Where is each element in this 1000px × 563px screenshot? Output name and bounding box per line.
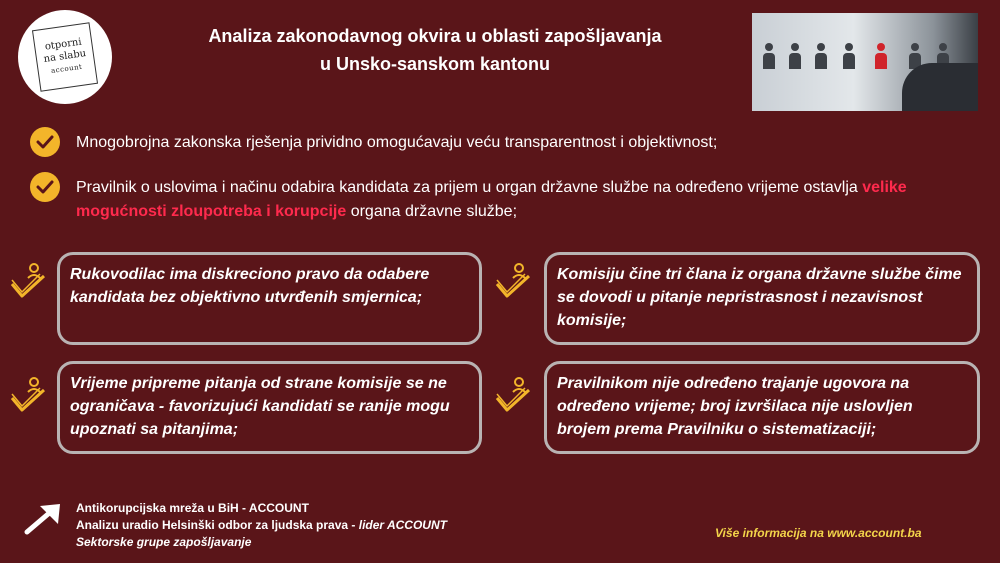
- point-2-text: [76, 176, 910, 224]
- title-line-1: Analiza zakonodavnog okvira u oblasti zapošljavanja: [208, 26, 662, 46]
- person-icon: [762, 43, 776, 73]
- footer-line-2: [76, 517, 447, 534]
- person-check-icon: [10, 262, 46, 302]
- footer-credits: [76, 500, 447, 551]
- title-line-2: u Unsko-sanskom kantonu: [319, 54, 551, 74]
- logo-text-1: otporni: [44, 36, 83, 53]
- box-4: [544, 361, 980, 454]
- footer-line-2-italic: lider ACCOUNT: [358, 518, 447, 532]
- more-info-link[interactable]: Više informacija na www.account.ba: [715, 526, 922, 540]
- selected-person-icon: [874, 43, 888, 73]
- hand-silhouette: [902, 63, 978, 111]
- point-2: [30, 176, 910, 224]
- person-icon: [842, 43, 856, 73]
- person-icon: [788, 43, 802, 73]
- checkmark-icon: [30, 172, 60, 202]
- box-1-text: Rukovodilac ima diskreciono pravo da odabere kandidata bez objektivno utvrđenih smjernica;: [70, 266, 430, 306]
- account-logo: [18, 10, 112, 104]
- box-4-text: Pravilnikom nije određeno trajanje ugovora na određeno vrijeme; broj izvršilaca nije uslovljen brojem prema Pravilniku o sistematizaciji;: [557, 375, 913, 438]
- footer-line-2-start: Analizu uradio Helsinški odbor za ljudska prava -: [76, 518, 359, 532]
- arrow-icon: [24, 502, 64, 536]
- logo-stamp: [32, 22, 98, 91]
- person-check-icon: [10, 376, 46, 416]
- header-photo: [752, 13, 978, 111]
- point-2-text-start: Pravilnik o uslovima i načinu odabira kandidata za prijem u organ državne službe na određeno vrijeme ostavlja: [76, 179, 863, 196]
- logo-text-2: na slabu: [43, 48, 87, 65]
- box-1: [57, 252, 482, 345]
- person-check-icon: [495, 376, 531, 416]
- checkmark-icon: [30, 127, 60, 157]
- person-check-icon: [495, 262, 531, 302]
- point-1-text: Mnogobrojna zakonska rješenja prividno omogućavaju veću transparentnost i objektivnost;: [76, 134, 718, 151]
- box-2-text: Komisiju čine tri člana iz organa državne službe čime se dovodi u pitanje nepristrasnost i nezavisnost komisije;: [557, 266, 962, 329]
- box-3-text: Vrijeme pripreme pitanja od strane komisije se ne ograničava - favorizujući kandidati se ranije mogu upoznati sa pitanjima;: [70, 375, 450, 438]
- point-2-text-end: organa državne službe;: [346, 203, 518, 220]
- box-3: [57, 361, 482, 454]
- footer-line-3: Sektorske grupe zapošljavanje: [76, 535, 252, 549]
- box-2: [544, 252, 980, 345]
- footer-line-1: Antikorupcijska mreža u BiH - ACCOUNT: [76, 501, 309, 515]
- logo-text-3: account: [50, 62, 83, 76]
- point-2-highlight: velike mogućnosti zloupotreba i korupcije: [76, 179, 907, 220]
- page-title: [130, 22, 740, 78]
- point-1: [30, 131, 910, 157]
- person-icon: [814, 43, 828, 73]
